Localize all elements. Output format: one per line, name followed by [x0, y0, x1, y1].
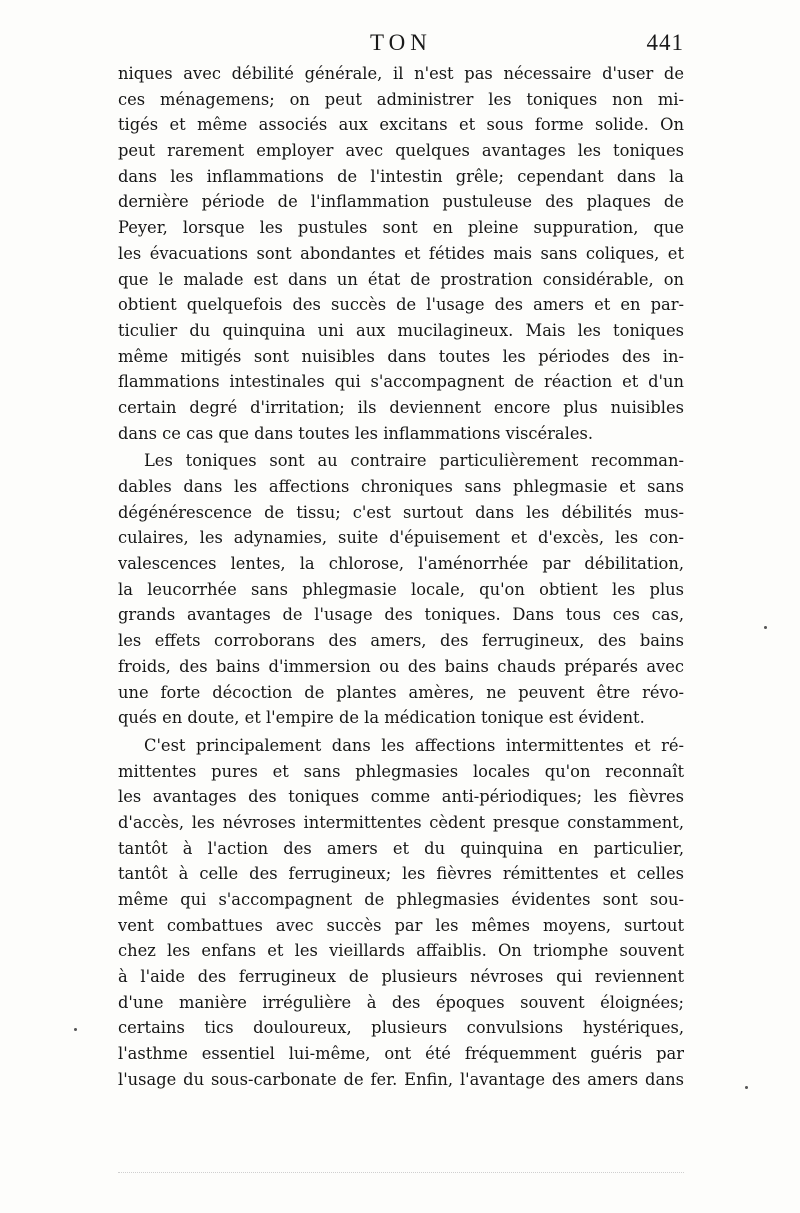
text-line: que le malade est dans un état de prostration considérable, on: [118, 269, 684, 289]
text-line: chez les enfans et les vieillards affaiblis. On triomphe souvent: [118, 941, 684, 961]
ink-speck: [764, 626, 767, 629]
text-line: culaires, les adynamies, suite d'épuisement et d'excès, les con-: [118, 528, 684, 548]
bottom-bleed-through: [118, 1172, 684, 1173]
text-line: dégénérescence de tissu; c'est surtout dans les débilités mus-: [118, 502, 684, 522]
page-number: 441: [646, 30, 684, 55]
text-line: les effets corroborans des amers, des ferrugineux, des bains: [118, 631, 684, 651]
ink-speck: [74, 1028, 77, 1031]
text-line: vent combattues avec succès par les mêmes moyens, surtout: [118, 915, 684, 935]
text-line: qués en doute, et l'empire de la médication tonique est évident.: [118, 708, 645, 728]
text-line: les évacuations sont abondantes et fétides mais sans coliques, et: [118, 243, 684, 263]
text-line: grands avantages de l'usage des toniques. Dans tous ces cas,: [118, 605, 684, 625]
text-line: C'est principalement dans les affections intermittentes et ré-: [144, 735, 684, 755]
text-line: d'une manière irrégulière à des époques souvent éloignées;: [118, 992, 684, 1012]
text-line: d'accès, les névroses intermittentes cèdent presque constamment,: [118, 812, 684, 832]
text-line: la leucorrhée sans phlegmasie locale, qu'on obtient les plus: [118, 579, 684, 599]
text-line: froids, des bains d'immersion ou des bains chauds préparés avec: [118, 656, 684, 676]
text-line: ces ménagemens; on peut administrer les toniques non mi-: [118, 89, 684, 109]
ink-speck: [745, 1086, 748, 1089]
text-line: obtient quelquefois des succès de l'usage des amers et en par-: [118, 295, 684, 315]
text-line: même mitigés sont nuisibles dans toutes les périodes des in-: [118, 346, 684, 366]
text-line: une forte décoction de plantes amères, ne peuvent être révo-: [118, 682, 684, 702]
body-text: [118, 61, 684, 1093]
text-line: Les toniques sont au contraire particulièrement recomman-: [144, 451, 684, 471]
text-line: peut rarement employer avec quelques avantages les toniques: [118, 141, 684, 161]
paragraph-3: [118, 733, 684, 1093]
page-header: [118, 30, 684, 60]
text-line: à l'aide des ferrugineux de plusieurs névroses qui reviennent: [118, 967, 684, 987]
text-line: niques avec débilité générale, il n'est pas nécessaire d'user de: [118, 64, 684, 83]
text-line: dans les inflammations de l'intestin grêle; cependant dans la: [118, 166, 684, 186]
text-line: dans ce cas que dans toutes les inflammations viscérales.: [118, 423, 593, 443]
text-line: flammations intestinales qui s'accompagnent de réaction et d'un: [118, 372, 684, 392]
text-line: l'asthme essentiel lui-même, ont été fréquemment guéris par: [118, 1044, 684, 1064]
text-line: mittentes pures et sans phlegmasies locales qu'on reconnaît: [118, 761, 684, 781]
text-line: certain degré d'irritation; ils deviennent encore plus nuisibles: [118, 397, 684, 417]
running-head: TON: [370, 30, 432, 55]
text-line: l'usage du sous-carbonate de fer. Enfin, l'avantage des amers dans: [118, 1069, 684, 1089]
paragraph-1: [118, 61, 684, 446]
text-line: tantôt à celle des ferrugineux; les fièvres rémittentes et celles: [118, 864, 684, 884]
text-line: tigés et même associés aux excitans et sous forme solide. On: [118, 115, 684, 135]
text-line: les avantages des toniques comme anti-périodiques; les fièvres: [118, 787, 684, 807]
paragraph-2: [118, 448, 684, 731]
text-line: tantôt à l'action des amers et du quinquina en particulier,: [118, 838, 684, 858]
text-line: ticulier du quinquina uni aux mucilagineux. Mais les toniques: [118, 320, 684, 340]
text-line: Peyer, lorsque les pustules sont en pleine suppuration, que: [118, 218, 684, 238]
text-line: valescences lentes, la chlorose, l'aménorrhée par débilitation,: [118, 554, 684, 574]
text-line: même qui s'accompagnent de phlegmasies évidentes sont sou-: [118, 890, 684, 909]
text-line: dables dans les affections chroniques sans phlegmasie et sans: [118, 477, 684, 496]
text-line: certains tics douloureux, plusieurs convulsions hystériques,: [118, 1018, 684, 1038]
text-line: dernière période de l'inflammation pustuleuse des plaques de: [118, 192, 684, 212]
